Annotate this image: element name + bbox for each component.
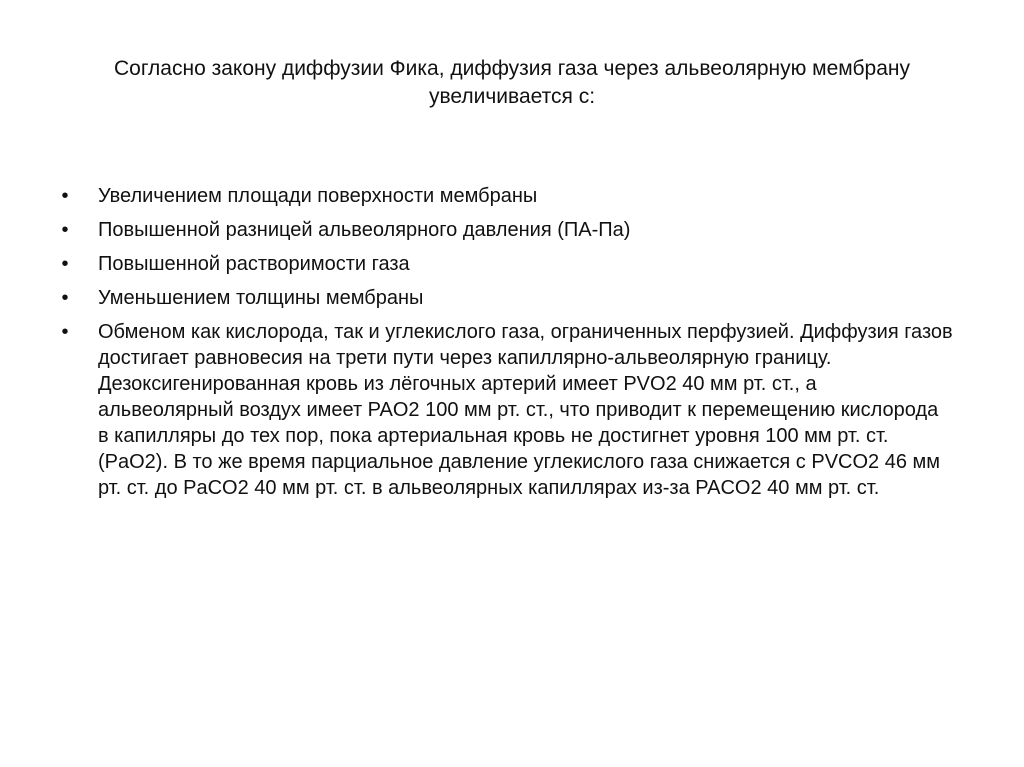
bullet-text: Уменьшением толщины мембраны (98, 287, 424, 309)
bullet-item-solubility (54, 251, 954, 277)
bullet-list (54, 183, 954, 509)
bullet-text: Повышенной разницей альвеолярного давления (ПА-Па) (98, 219, 631, 241)
bullet-dot-icon: • (61, 321, 69, 343)
bullet-dot-icon: • (61, 219, 69, 241)
slide-title-line-1: Согласно закону диффузии Фика, диффузия газа через альвеолярную мембрану (114, 57, 910, 80)
bullet-text: Увеличением площади поверхности мембраны (98, 185, 538, 207)
bullet-text: Обменом как кислорода, так и углекислого газа, ограниченных перфузией. Диффузия газов достигает равновесия на трети пути через капиллярно-альвеолярную границу. Дезоксигенированная кровь из лёгочных артерий имеет PVO2 40 мм рт. ст., а альвеолярный воздух имеет PAO2 100 мм рт. ст., что приводит к перемещению кислорода в капилляры до тех пор, пока артериальная кровь не достигнет уровня 100 мм рт. ст. (PaO2). В то же время парциальное давление углекислого газа снижается с PVCO2 46 мм рт. ст. до PaCO2 40 мм рт. ст. в альвеолярных капиллярах из-за PACO2 40 мм рт. ст. (98, 321, 953, 499)
bullet-text: Повышенной растворимости газа (98, 253, 410, 275)
bullet-item-pressure-difference (54, 217, 954, 243)
slide-title-line-2: увеличивается с: (428, 85, 596, 108)
bullet-dot-icon: • (61, 287, 69, 309)
bullet-dot-icon: • (61, 253, 69, 275)
bullet-item-surface-area (54, 183, 954, 209)
slide-title (60, 55, 964, 111)
bullet-item-membrane-thickness (54, 285, 954, 311)
bullet-item-perfusion-limited-exchange (54, 319, 954, 501)
bullet-dot-icon: • (61, 185, 69, 207)
